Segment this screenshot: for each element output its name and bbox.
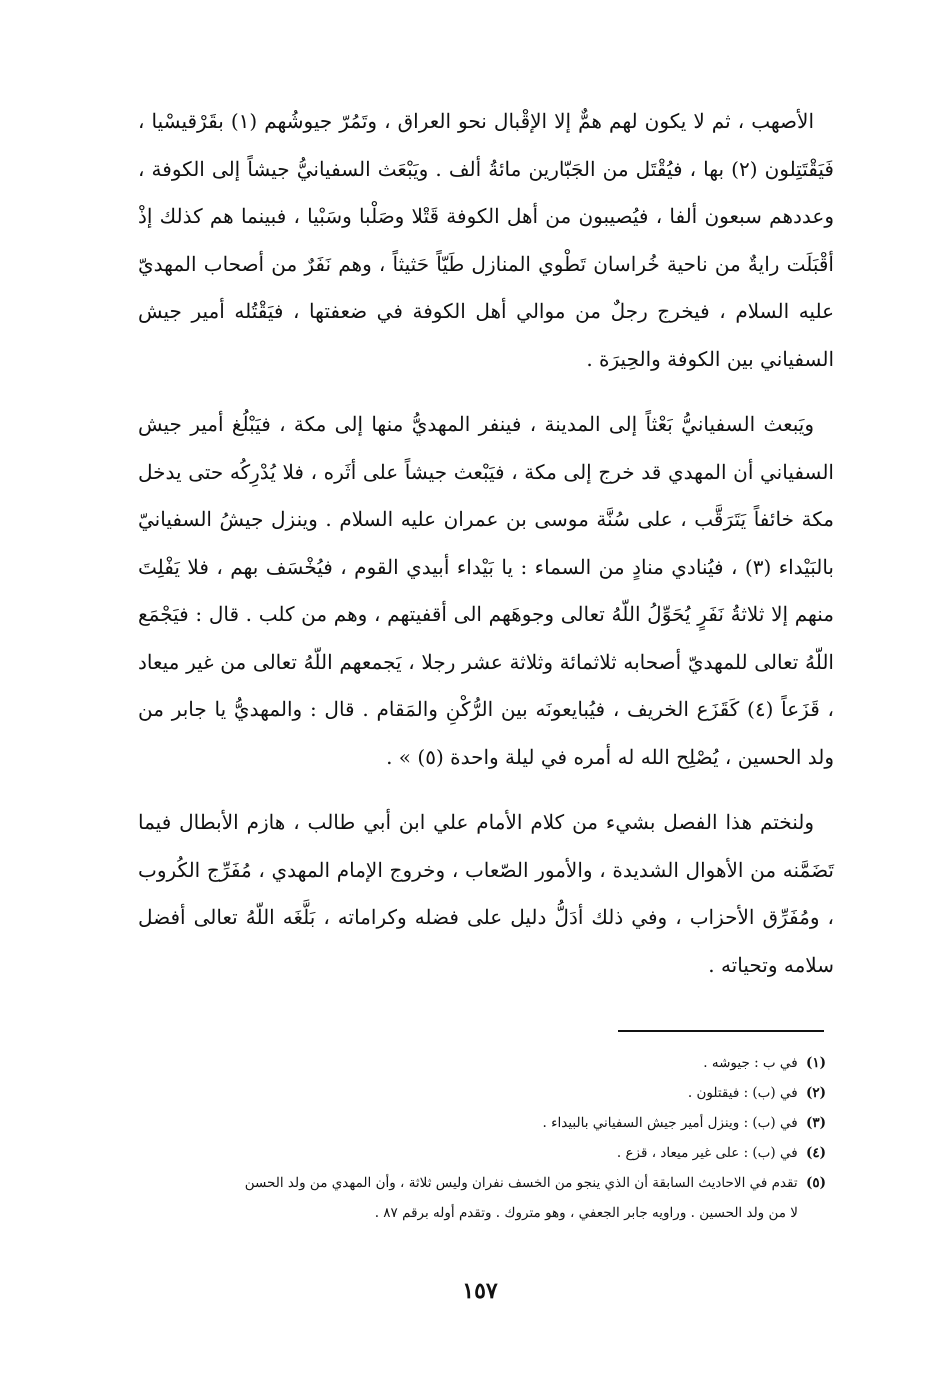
footnote-2 (96, 1078, 826, 1108)
footnote-text: في (ب) : على غير ميعاد ، قزع . (616, 1145, 798, 1161)
footnote-1 (96, 1048, 826, 1078)
footnote-5 (96, 1168, 826, 1198)
body-text (138, 98, 834, 989)
footnote-text: تقدم في الاحاديث السابقة أن الذي ينجو من الخسف نفران وليس ثلاثة ، وأن المهدي من ولد الحسن (244, 1175, 798, 1191)
footnote-4 (96, 1138, 826, 1168)
footnote-marker: (٥) (805, 1175, 826, 1191)
footnotes (96, 1048, 826, 1228)
footnote-text: في (ب) : فيقتلون . (687, 1085, 798, 1101)
footnote-separator (618, 1030, 824, 1032)
footnote-marker: (٢) (805, 1085, 826, 1101)
footnote-marker: (١) (805, 1055, 826, 1071)
paragraph-1: الأصهب ، ثم لا يكون لهم همٌّ إلا الإقْبال نحو العراق ، وتَمُرّ جيوشُهم (١) بقَرْقيسْيا ، فَيَقْتَتِلون (٢) بها ، فيُقْتَل من الجَبّارين مائةُ ألف . ويَبْعَث السفيانيُّ جيشاً إلى الكوفة ، وعددهم سبعون ألفا ، فيُصيبون من أهل الكوفة قَتْلا وصَلْبا وسَبْيا ، فبينما هم كذلك إذْ أقْبَلَت رايةٌ من ناحية خُراسان تَطْوي المنازل طَيّاً حَثيثاً ، وهم نَفَرٌ من أصحاب المهديّ عليه السلام ، فيخرج رجلٌ من موالي أهل الكوفة في ضعفتها ، فيَقْتُله أمير جيش السفياني بين الكوفة والحِيرَة . (138, 109, 834, 371)
footnote-5-continuation: لا من ولد الحسين . وراويه جابر الجعفي ، وهو متروك . وتقدم أوله برقم ٨٧ . (374, 1205, 798, 1221)
footnote-text: في ب : جيوشه . (703, 1055, 798, 1071)
page-number: ١٥٧ (462, 1278, 498, 1304)
footnote-marker: (٤) (805, 1145, 826, 1161)
footnote-3 (96, 1108, 826, 1138)
footnote-text: في (ب) : وينزل أمير جيش السفياني بالبيداء . (542, 1115, 798, 1131)
paragraph-3: ولنختم هذا الفصل بشيء من كلام الأمام علي ابن أبي طالب ، هازم الأبطال فيما تَضَمَّنه من الأهوال الشديدة ، والأمور الصّعاب ، وخروج الإمام المهدي ، مُفَرِّج الكُروب ، ومُفَرِّق الأحزاب ، وفي ذلك أدَلُّ دليل على فضله وكراماته ، بَلَّغَه اللّهُ تعالى أفضل سلامه وتحياته . (138, 810, 834, 977)
footnote-marker: (٣) (805, 1115, 826, 1131)
paragraph-2: ويَبعث السفيانيُّ بَعْثاً إلى المدينة ، فينفر المهديُّ منها إلى مكة ، فيَبْلُغ أمير جيش السفياني أن المهدي قد خرج إلى مكة ، فيَبْعث جيشاً على أثَره ، فلا يُدْرِكُه حتى يدخل مكة خائفاً يَتَرَقَّب ، على سُنَّة موسى بن عمران عليه السلام . وينزل جيشُ السفيانيّ بالبَيْداء (٣) ، فيُنادي منادٍ من السماء : يا بَيْداء أبيدي القوم ، فيُخْسَف بهم ، فلا يَفْلِتَ منهم إلا ثلاثةُ نَفَرٍ يُحَوِّلُ اللّهُ تعالى وجوهَهم الى أقفيتهم ، وهم من كلب . قال : فيَجْمَع اللّهُ تعالى للمهديّ أصحابه ثلاثمائة وثلاثة عشر رجلا ، يَجمعهم اللّهُ تعالى من غير ميعاد ، قَزَعاً (٤) كَقَزَع الخريف ، فيُبايعونَه بين الرُّكْنِ والمَقام . قال : والمهديُّ يا جابر من ولد الحسين ، يُصْلِح الله له أمره في ليلة واحدة (٥) » . (138, 412, 834, 769)
